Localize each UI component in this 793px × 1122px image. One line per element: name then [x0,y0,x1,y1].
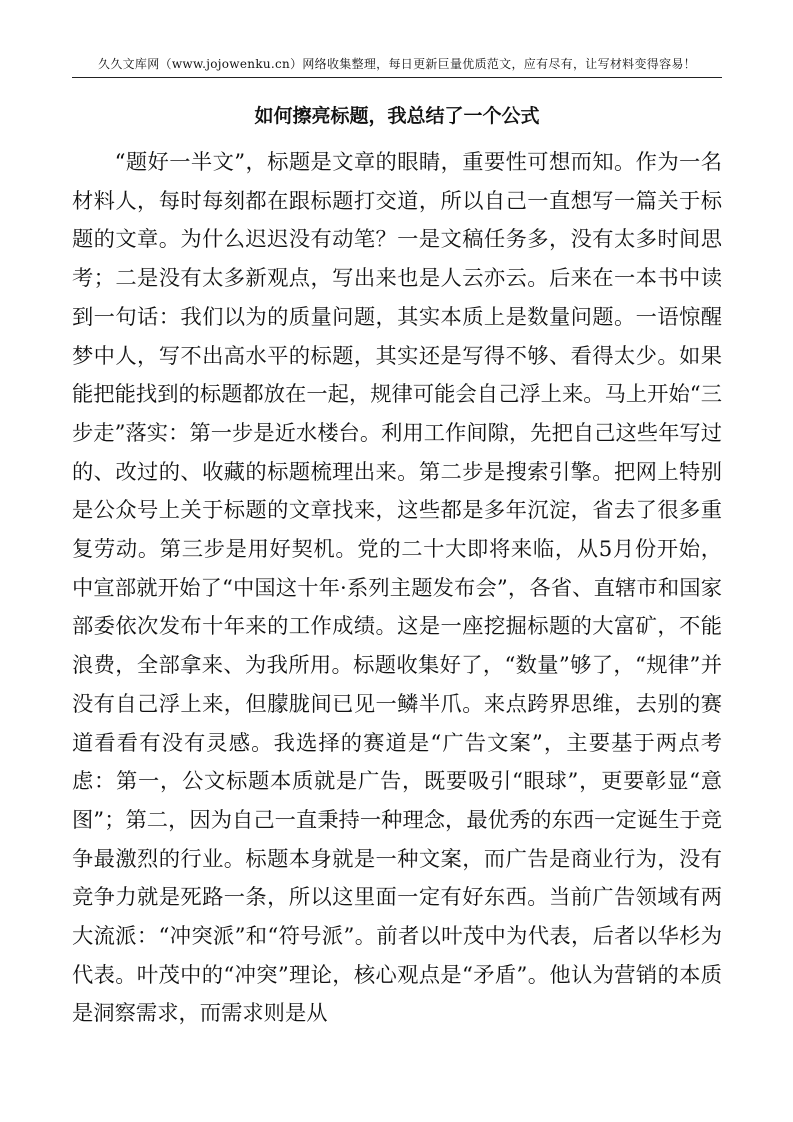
header-divider [72,77,722,78]
page-header: 久久文库网（www.jojowenku.cn）网络收集整理，每日更新巨量优质范文，应有尽有，让写材料变得容易！ [98,57,696,71]
body-paragraph: “题好一半文”，标题是文章的眼睛，重要性可想而知。作为一名材料人，每时每刻都在跟标题打交道，所以自己一直想写一篇关于标题的文章。为什么迟迟没有动笔？一是文稿任务多，没有太多时间思考；二是没有太多新观点，写出来也是人云亦云。后来在一本书中读到一句话：我们以为的质量问题，其实本质上是数量问题。一语惊醒梦中人，写不出高水平的标题，其实还是写得不够、看得太少。如果能把能找到的标题都放在一起，规律可能会自己浮上来。马上开始“三步走”落实：第一步是近水楼台。利用工作间隙，先把自己这些年写过的、改过的、收藏的标题梳理出来。第二步是搜索引擎。把网上特别是公众号上关于标题的文章找来，这些都是多年沉淀，省去了很多重复劳动。第三步是用好契机。党的二十大即将来临，从5月份开始，中宣部就开始了“中国这十年·系列主题发布会”，各省、直辖市和国家部委依次发布十年来的工作成绩。这是一座挖掘标题的大富矿，不能浪费，全部拿来、为我所用。标题收集好了，“数量”够了，“规律”并没有自己浮上来，但朦胧间已见一鳞半爪。来点跨界思维，去别的赛道看看有没有灵感。我选择的赛道是“广告文案”，主要基于两点考虑：第一，公文标题本质就是广告，既要吸引“眼球”，更要彰显“意图”；第二，因为自己一直秉持一种理念，最优秀的东西一定诞生于竞争最激烈的行业。标题本身就是一种文案，而广告是商业行为，没有竞争力就是死路一条，所以这里面一定有好东西。当前广告领域有两大流派：“冲突派”和“符号派”。前者以叶茂中为代表，后者以华杉为代表。叶茂中的“冲突”理论，核心观点是“矛盾”。他认为营销的本质是洞察需求，而需求则是从 [72,150,722,1027]
document-title: 如何擦亮标题，我总结了一个公式 [254,105,540,127]
